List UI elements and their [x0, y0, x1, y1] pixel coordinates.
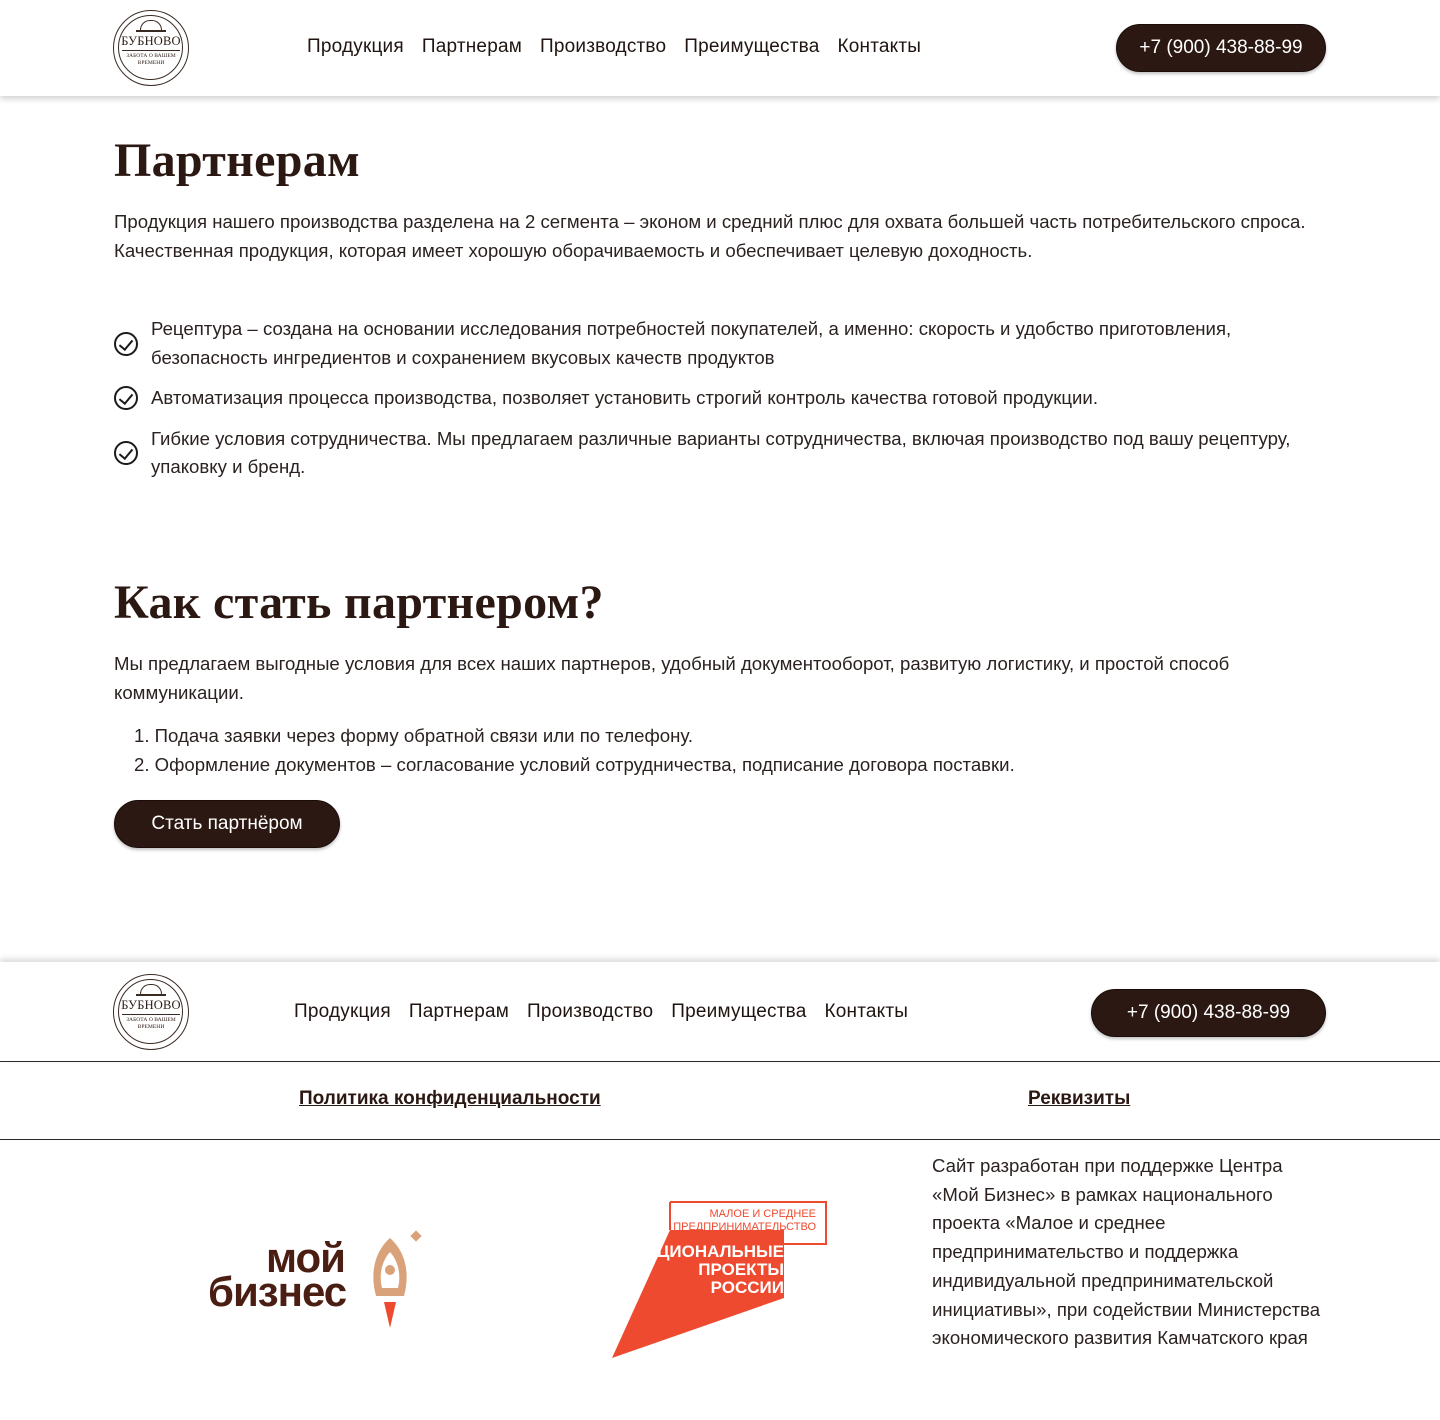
footer-nav-item-partners[interactable]: Партнерам — [408, 1001, 509, 1022]
partners-intro: Продукция нашего производства разделена на 2 сегмента – эконом и средний плюс для охвата большей часть потребительского спроса. Качественная продукция, которая имеет хорошую оборачиваемость и обеспечивает целевую доходность. — [114, 211, 1306, 261]
site-header — [0, 0, 1440, 96]
partners-feature-list — [114, 315, 1329, 494]
footer-nav — [294, 1001, 908, 1023]
check-circle-icon — [114, 332, 138, 356]
footer-links-bar — [0, 1062, 1440, 1140]
nav-item-advantages[interactable]: Преимущества — [684, 36, 820, 57]
partner-steps-list — [134, 722, 1334, 779]
feature-text: Гибкие условия сотрудничества. Мы предлагаем различные варианты сотрудничества, включая производство под вашу рецептуру, упаковку и бренд. — [151, 427, 1291, 477]
brand-logo[interactable] — [113, 10, 189, 86]
np-main-line2: ПРОЕКТЫ — [698, 1260, 784, 1279]
partners-title: Партнерам — [114, 134, 361, 187]
footer-brand-logo[interactable] — [113, 974, 189, 1050]
nav-item-products[interactable]: Продукция — [307, 36, 404, 57]
feature-text: Автоматизация процесса производства, позволяет установить строгий контроль качества готовой продукции. — [151, 387, 1098, 408]
main-nav — [307, 36, 921, 58]
nav-item-contacts[interactable]: Контакты — [837, 36, 922, 57]
logo-brand-text: БУБНОВО — [121, 998, 181, 1012]
footer-support-note: Сайт разработан при поддержке Центра «Мой Бизнес» в рамках национального проекта «Малое и среднее предпринимательство и поддержка индивидуальной предпринимательской инициативы», при содействии Министерства экономического развития Камчатского края — [932, 1155, 1321, 1349]
np-top-line1: МАЛОЕ И СРЕДНЕЕ — [709, 1208, 816, 1220]
become-partner-title: Как стать партнером? — [114, 576, 604, 629]
logo-tagline: ЗАБОТА О ВАШЕМ ВРЕМЕНИ — [126, 53, 176, 66]
nav-item-production[interactable]: Производство — [540, 36, 667, 57]
become-partner-intro: Мы предлагаем выгодные условия для всех наших партнеров, удобный документооборот, развитую логистику, и простой способ коммуникации. — [114, 653, 1230, 703]
logo-tagline: ЗАБОТА О ВАШЕМ ВРЕМЕНИ — [126, 1017, 176, 1030]
footer-nav-item-contacts[interactable]: Контакты — [824, 1001, 909, 1022]
footer-nav-item-advantages[interactable]: Преимущества — [671, 1001, 807, 1022]
privacy-policy-link[interactable]: Политика конфиденциальности — [299, 1088, 601, 1109]
np-main-line3: РОССИИ — [710, 1278, 784, 1297]
np-top-line2: ПРЕДПРИНИМАТЕЛЬСТВО — [673, 1221, 816, 1233]
phone-button[interactable]: +7 (900) 438-88-99 — [1116, 24, 1326, 72]
feature-item — [114, 315, 1329, 372]
feature-item — [114, 384, 1329, 413]
logo-divider — [122, 50, 180, 51]
feature-item — [114, 425, 1329, 482]
check-circle-icon — [114, 441, 138, 465]
moi-biznes-logo — [208, 1228, 428, 1338]
nav-item-partners[interactable]: Партнерам — [421, 36, 522, 57]
moi-biznes-line2: бизнес — [208, 1268, 347, 1315]
moi-biznes-line1: мой — [266, 1234, 345, 1281]
check-circle-icon — [114, 386, 138, 410]
feature-text: Рецептура – создана на основании исследования потребностей покупателей, а именно: скорость и удобство приготовления, безопасность ингредиентов и сохранением вкусовых качеств продуктов — [151, 318, 1232, 368]
step-item: 2. Оформление документов – согласование условий сотрудничества, подписание договора поставки. — [134, 753, 1015, 775]
national-projects-logo — [612, 1200, 828, 1360]
logo-divider — [122, 1014, 180, 1015]
footer-header — [0, 962, 1440, 1062]
logo-brand-text: БУБНОВО — [121, 34, 181, 48]
footer-nav-item-products[interactable]: Продукция — [294, 1001, 391, 1022]
requisites-link[interactable]: Реквизиты — [1028, 1088, 1131, 1109]
dish-base-icon — [136, 30, 166, 32]
footer-nav-item-production[interactable]: Производство — [527, 1001, 654, 1022]
rocket-icon — [366, 1228, 426, 1334]
step-item: 1. Подача заявки через форму обратной связи или по телефону. — [134, 725, 694, 746]
become-partner-button[interactable]: Стать партнёром — [114, 800, 340, 848]
np-main-line1: НАЦИОНАЛЬНЫЕ — [632, 1242, 784, 1261]
dish-base-icon — [136, 994, 166, 996]
footer-phone-button[interactable]: +7 (900) 438-88-99 — [1091, 989, 1326, 1037]
